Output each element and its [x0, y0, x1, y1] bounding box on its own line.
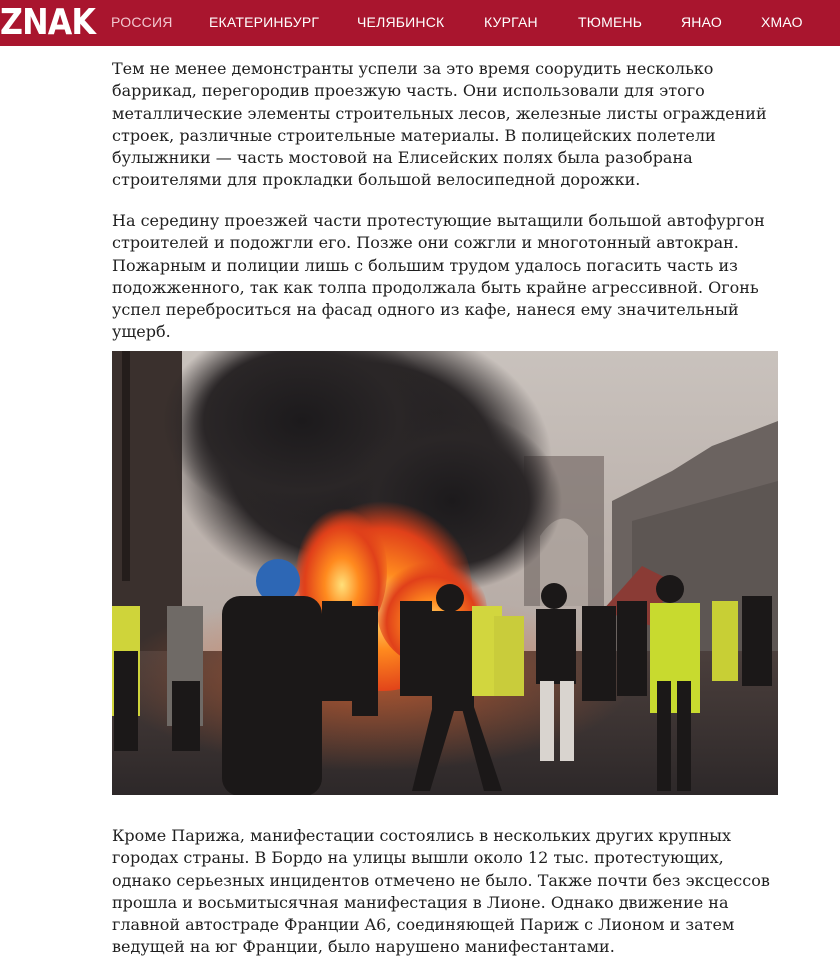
nav-item-khmao[interactable]: ХМАО	[761, 14, 803, 30]
article-photo	[112, 351, 778, 795]
nav-item-kurgan[interactable]: КУРГАН	[484, 14, 538, 30]
nav-item-yanao[interactable]: ЯНАО	[681, 14, 722, 30]
nav-item-ekaterinburg[interactable]: ЕКАТЕРИНБУРГ	[209, 14, 320, 30]
nav-item-tyumen[interactable]: ТЮМЕНЬ	[578, 14, 643, 30]
nav-item-chelyabinsk[interactable]: ЧЕЛЯБИНСК	[357, 14, 445, 30]
top-navigation-bar	[0, 0, 840, 46]
riot-scene-image	[112, 351, 778, 795]
nav-item-russia[interactable]: РОССИЯ	[111, 14, 173, 30]
article-paragraph: На середину проезжей части протестующие вытащили большой автофургон строителей и подожгли его. Позже они сожгли и многотонный автокран. Пожарным и полиции лишь с большим трудом удалось погасить часть из подожженного, так как толпа продолжала быть крайне агрессивной. Огонь успел переброситься на фасад одного из кафе, нанеся ему значительный ущерб.	[112, 211, 765, 342]
article-paragraph: Кроме Парижа, манифестации состоялись в нескольких других крупных городах страны. В Бордо на улицы вышли около 12 тыс. протестующих, однако серьезных инцидентов отмечено не было. Также почти без эксцессов прошла и восьмитысячная манифестация в Лионе. Однако движение на главной автостраде Франции A6, соединяющей Париж с Лионом и затем ведущей на юг Франции, было нарушено манифестантами.	[112, 826, 770, 957]
article-paragraph: Тем не менее демонстранты успели за это время соорудить несколько баррикад, перегородив проезжую часть. Они использовали для этого металлические элементы строительных лесов, железные листы ограждений строек, различные строительные материалы. В полицейских полетели булыжники — часть мостовой на Елисейских полях была разобрана строителями для прокладки большой велосипедной дорожки.	[112, 59, 767, 190]
znak-logo[interactable]: ZNAK	[0, 2, 96, 43]
